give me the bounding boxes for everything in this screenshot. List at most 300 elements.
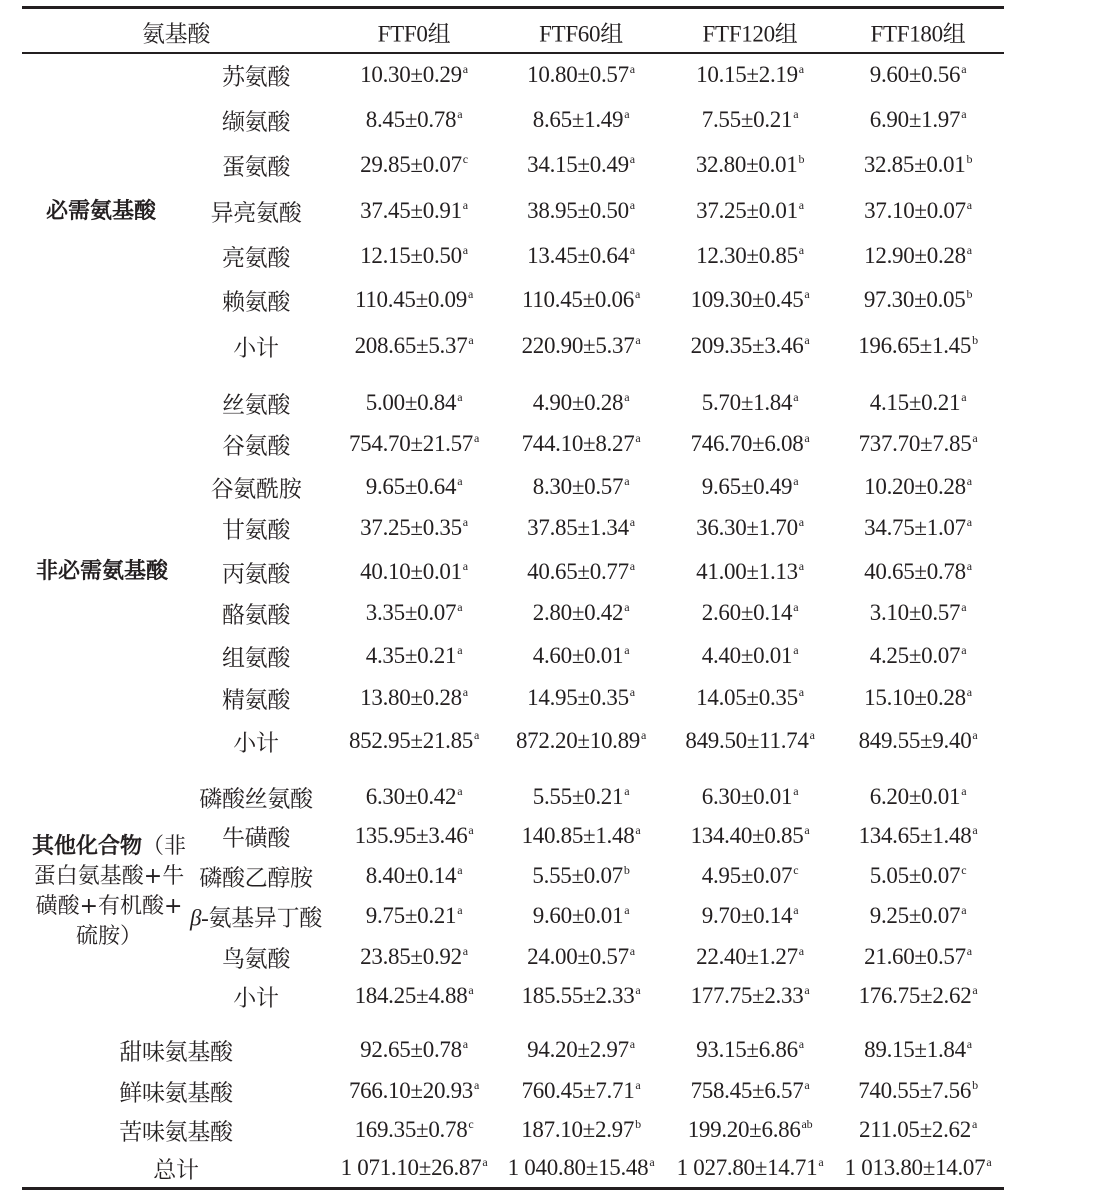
significance-letter: a	[457, 390, 463, 404]
table-cell	[696, 152, 804, 178]
cell-value: 9.60±0.56	[869, 62, 961, 87]
table-cell	[527, 198, 635, 224]
table-cell	[360, 944, 468, 970]
cell-value: 10.15±2.19	[696, 62, 798, 87]
significance-letter: a	[635, 431, 641, 445]
table-cell	[360, 243, 468, 269]
cell-value: 13.80±0.28	[360, 685, 462, 710]
significance-letter: a	[798, 515, 804, 529]
significance-letter: a	[634, 287, 641, 301]
table-cell	[696, 198, 804, 224]
significance-letter: b	[635, 1117, 641, 1131]
table-cell	[864, 1037, 972, 1063]
cell-value: 6.20±0.01	[869, 784, 961, 809]
table-cell	[702, 474, 798, 500]
table-cell	[527, 62, 635, 88]
cell-value: 1 027.80±14.71	[676, 1155, 818, 1180]
table-cell	[859, 1117, 977, 1143]
significance-letter: a	[467, 287, 474, 301]
significance-letter: a	[457, 643, 463, 657]
table-cell	[355, 287, 473, 313]
significance-letter: a	[468, 983, 474, 997]
significance-letter: a	[649, 1155, 655, 1169]
cell-value: 1 071.10±26.87	[340, 1155, 482, 1180]
cell-value: 40.65±0.78	[864, 559, 966, 584]
table-cell	[702, 863, 798, 889]
cell-value: 97.30±0.05	[863, 287, 966, 312]
table-cell	[696, 243, 804, 269]
row-label-text: 苏氨酸	[221, 64, 291, 90]
row-label-text: 蛋氨酸	[221, 154, 291, 180]
table-cell	[366, 863, 462, 889]
header-amino-acid: 氨基酸	[141, 21, 211, 47]
significance-letter: a	[804, 823, 810, 837]
table-cell	[696, 685, 804, 711]
significance-letter: a	[961, 784, 967, 798]
row-label	[119, 1114, 233, 1147]
cell-value: 40.10±0.01	[360, 559, 462, 584]
significance-letter: a	[641, 728, 647, 742]
row-label-text: 小计	[233, 335, 279, 361]
cell-value: 3.10±0.57	[869, 600, 961, 625]
cell-value: 849.55±9.40	[858, 728, 972, 753]
significance-letter: a	[793, 390, 799, 404]
cell-value: 40.65±0.77	[527, 559, 629, 584]
cell-value: 37.25±0.35	[360, 515, 462, 540]
row-label-text: 小计	[233, 730, 279, 756]
table-cell	[691, 823, 810, 849]
cell-value: 8.40±0.14	[365, 863, 457, 888]
cell-value: 1 040.80±15.48	[507, 1155, 649, 1180]
table-cell	[696, 515, 804, 541]
row-label	[222, 640, 290, 673]
significance-letter: a	[961, 600, 967, 614]
significance-letter: a	[972, 431, 978, 445]
significance-letter: a	[624, 107, 630, 121]
significance-letter: a	[468, 823, 474, 837]
row-label	[199, 781, 313, 814]
table-cell	[532, 863, 629, 889]
significance-letter: a	[798, 243, 804, 257]
table-cell	[521, 1117, 641, 1143]
table-cell	[677, 1155, 824, 1181]
significance-letter: c	[462, 152, 468, 166]
table-cell	[864, 243, 972, 269]
cell-value: 89.15±1.84	[864, 1037, 966, 1062]
significance-letter: a	[629, 1037, 635, 1051]
cell-value: 8.65±1.49	[532, 107, 624, 132]
table-cell	[366, 600, 462, 626]
row-label	[222, 512, 290, 545]
cell-value: 5.55±0.21	[532, 784, 624, 809]
row-label-text: 酪氨酸	[221, 602, 291, 628]
significance-letter: a	[474, 1078, 480, 1092]
table-cell	[533, 784, 629, 810]
table-cell	[355, 983, 474, 1009]
cell-value: 196.65±1.45	[858, 333, 972, 358]
significance-letter: a	[966, 559, 972, 573]
cell-value: 6.30±0.42	[365, 784, 457, 809]
significance-letter: a	[804, 287, 810, 301]
table-cell	[360, 152, 468, 178]
significance-letter: c	[468, 1117, 474, 1131]
significance-letter: a	[629, 559, 635, 573]
table-cell	[360, 198, 468, 224]
row-label	[222, 284, 290, 317]
significance-letter: a	[462, 243, 468, 257]
row-label-text: 总计	[153, 1157, 199, 1183]
significance-letter: a	[966, 944, 972, 958]
table-cell	[691, 431, 810, 457]
cell-value: 134.65±1.48	[858, 823, 972, 848]
row-label	[222, 820, 290, 853]
row-label-text: 亮氨酸	[221, 245, 291, 271]
significance-letter: b	[972, 333, 978, 347]
significance-letter: a	[629, 243, 635, 257]
category-other-note-line-2: 磺酸+有机酸+	[35, 894, 183, 919]
cell-value: 14.95±0.35	[527, 685, 629, 710]
table-cell	[366, 903, 462, 929]
category-other-note-open: （非	[142, 834, 187, 859]
significance-letter: a	[798, 685, 804, 699]
table-cell	[688, 1117, 813, 1143]
table-cell	[349, 431, 479, 457]
significance-letter: a	[793, 903, 799, 917]
table-cell	[360, 515, 468, 541]
significance-letter: a	[624, 903, 630, 917]
table-cell	[870, 62, 966, 88]
cell-value: 22.40±1.27	[696, 944, 798, 969]
cell-value: 140.85±1.48	[521, 823, 635, 848]
row-label	[119, 1075, 233, 1108]
row-label	[119, 1034, 233, 1067]
row-label-greek: β	[189, 905, 202, 931]
significance-letter: a	[462, 944, 468, 958]
table-cell	[366, 107, 462, 133]
cell-value: 92.65±0.78	[360, 1037, 462, 1062]
header-group-ftf180: FTF180组	[870, 21, 966, 47]
cell-value: 852.95±21.85	[348, 728, 473, 753]
row-label-text: 赖氨酸	[221, 289, 291, 315]
cell-value: 758.45±6.57	[690, 1078, 804, 1103]
row-label	[222, 240, 290, 273]
significance-letter: a	[624, 784, 630, 798]
table-cell	[870, 107, 966, 133]
table-cell	[864, 474, 972, 500]
significance-letter: a	[457, 107, 463, 121]
row-label-text: 异亮氨酸	[210, 200, 302, 226]
cell-value: 21.60±0.57	[864, 944, 966, 969]
cell-value: 9.65±0.49	[701, 474, 793, 499]
cell-value: 208.65±5.37	[354, 333, 468, 358]
table-cell	[360, 559, 468, 585]
row-label	[222, 428, 290, 461]
significance-letter: a	[793, 643, 799, 657]
table-cell	[702, 390, 798, 416]
table-cell	[360, 62, 468, 88]
significance-letter: a	[624, 643, 630, 657]
row-label	[222, 387, 290, 420]
significance-letter: b	[623, 863, 630, 877]
row-label	[222, 104, 290, 137]
significance-letter: a	[986, 1155, 992, 1169]
significance-letter: a	[457, 863, 463, 877]
significance-letter: a	[804, 983, 810, 997]
significance-letter: a	[961, 107, 967, 121]
category-nonessential: 非必需氨基酸	[36, 559, 169, 584]
row-label-text: 精氨酸	[221, 687, 291, 713]
cell-value: 4.25±0.07	[869, 643, 961, 668]
cell-value: 10.30±0.29	[360, 62, 462, 87]
significance-letter: a	[624, 600, 630, 614]
cell-value: 8.45±0.78	[365, 107, 457, 132]
cell-value: 10.20±0.28	[864, 474, 966, 499]
cell-value: 1 013.80±14.07	[844, 1155, 986, 1180]
table-cell	[527, 944, 635, 970]
table-cell	[508, 1155, 655, 1181]
table-cell	[522, 823, 641, 849]
row-label-text: 鸟氨酸	[221, 946, 291, 972]
cell-value: 6.90±1.97	[869, 107, 961, 132]
significance-letter: a	[972, 823, 978, 837]
cell-value: 849.50±11.74	[685, 728, 809, 753]
cell-value: 211.05±2.62	[858, 1117, 971, 1142]
significance-letter: a	[798, 559, 804, 573]
table-cell	[696, 944, 804, 970]
cell-value: 135.95±3.46	[354, 823, 468, 848]
cell-value: 746.70±6.08	[690, 431, 804, 456]
row-label	[199, 860, 313, 893]
table-cell	[533, 903, 629, 929]
significance-letter: a	[629, 944, 635, 958]
table-cell	[366, 784, 462, 810]
significance-letter: a	[629, 685, 635, 699]
cell-value: 23.85±0.92	[360, 944, 462, 969]
table-cell	[870, 863, 966, 889]
cell-value: 134.40±0.85	[690, 823, 804, 848]
row-label	[211, 195, 302, 228]
top-rule	[22, 6, 1004, 9]
significance-letter: a	[798, 62, 804, 76]
category-other-title: 其他化合物	[31, 834, 142, 859]
cell-value: 176.75±2.62	[858, 983, 972, 1008]
significance-letter: a	[961, 903, 967, 917]
row-label-text: 丝氨酸	[221, 392, 291, 418]
significance-letter: a	[462, 685, 468, 699]
significance-letter: a	[457, 784, 463, 798]
significance-letter: b	[966, 287, 973, 301]
row-label	[190, 900, 322, 933]
row-label	[222, 597, 290, 630]
table-cell	[696, 1037, 804, 1063]
significance-letter: a	[972, 728, 978, 742]
row-label	[222, 682, 290, 715]
header-group-ftf60: FTF60组	[539, 21, 623, 47]
cell-value: 12.90±0.28	[864, 243, 966, 268]
table-cell	[845, 1155, 992, 1181]
cell-value: 3.35±0.07	[365, 600, 457, 625]
table-cell	[864, 152, 972, 178]
table-cell	[366, 643, 462, 669]
cell-value: 109.30±0.45	[690, 287, 804, 312]
significance-letter: a	[624, 474, 630, 488]
table-cell	[859, 983, 978, 1009]
row-label	[233, 725, 278, 758]
table-cell	[864, 515, 972, 541]
significance-letter: a	[966, 474, 972, 488]
cell-value: 9.70±0.14	[701, 903, 793, 928]
cell-value: 872.20±10.89	[515, 728, 640, 753]
significance-letter: a	[966, 243, 972, 257]
table-cell	[870, 784, 966, 810]
row-label	[222, 59, 290, 92]
table-cell	[702, 107, 798, 133]
cell-value: 766.10±20.93	[348, 1078, 473, 1103]
cell-value: 37.85±1.34	[527, 515, 629, 540]
header-group-ftf120: FTF120组	[702, 21, 798, 47]
row-label-text: 苦味氨基酸	[119, 1119, 233, 1145]
table-cell	[360, 685, 468, 711]
cell-value: 187.10±2.97	[521, 1117, 635, 1142]
cell-value: 744.10±8.27	[521, 431, 635, 456]
cell-value: 5.70±1.84	[701, 390, 793, 415]
significance-letter: a	[793, 474, 799, 488]
table-cell	[864, 685, 972, 711]
table-cell	[858, 1078, 978, 1104]
cell-value: 4.40±0.01	[701, 643, 793, 668]
cell-value: 9.25±0.07	[869, 903, 961, 928]
table-cell	[691, 1078, 810, 1104]
row-label-text: 磷酸丝氨酸	[199, 786, 313, 812]
table-cell	[696, 559, 804, 585]
table-cell	[864, 944, 972, 970]
category-other-note-line-1: 蛋白氨基酸+牛	[33, 864, 185, 889]
table-cell	[355, 1117, 474, 1143]
cell-value: 199.20±6.86	[687, 1117, 801, 1142]
cell-value: 4.15±0.21	[869, 390, 961, 415]
significance-letter: a	[798, 198, 804, 212]
significance-letter: a	[629, 152, 635, 166]
cell-value: 4.60±0.01	[532, 643, 624, 668]
category-essential: 必需氨基酸	[46, 199, 157, 224]
cell-value: 184.25±4.88	[354, 983, 468, 1008]
cell-value: 41.00±1.13	[696, 559, 798, 584]
significance-letter: a	[804, 333, 810, 347]
cell-value: 15.10±0.28	[864, 685, 966, 710]
significance-letter: a	[961, 390, 967, 404]
table-cell	[355, 333, 474, 359]
significance-letter: a	[804, 431, 810, 445]
table-cell	[870, 600, 966, 626]
cell-value: 9.75±0.21	[365, 903, 457, 928]
significance-letter: a	[966, 685, 972, 699]
table-cell	[522, 983, 641, 1009]
table-cell	[355, 823, 474, 849]
significance-letter: a	[635, 333, 641, 347]
significance-letter: a	[804, 1078, 810, 1092]
table-cell	[691, 333, 810, 359]
cell-value: 5.00±0.84	[365, 390, 457, 415]
significance-letter: a	[474, 728, 480, 742]
cell-value: 34.15±0.49	[527, 152, 629, 177]
significance-letter: a	[793, 600, 799, 614]
cell-value: 9.65±0.64	[365, 474, 457, 499]
table-cell	[685, 728, 814, 754]
significance-letter: b	[972, 1078, 978, 1092]
significance-letter: a	[798, 1037, 804, 1051]
significance-letter: a	[971, 1117, 978, 1131]
row-label-text: 缬氨酸	[221, 109, 291, 135]
table-cell	[702, 643, 798, 669]
cell-value: 29.85±0.07	[360, 152, 462, 177]
table-cell	[527, 1037, 635, 1063]
cell-value: 754.70±21.57	[348, 431, 473, 456]
significance-letter: a	[966, 515, 972, 529]
table-cell	[516, 728, 646, 754]
significance-letter: a	[482, 1155, 488, 1169]
significance-letter: a	[635, 1078, 641, 1092]
row-label-text: 牛磺酸	[221, 825, 291, 851]
cell-value: 34.75±1.07	[864, 515, 966, 540]
cell-value: 24.00±0.57	[527, 944, 629, 969]
significance-letter: a	[818, 1155, 824, 1169]
cell-value: 5.55±0.07	[532, 863, 623, 888]
cell-value: 209.35±3.46	[690, 333, 804, 358]
table-cell	[522, 431, 641, 457]
significance-letter: c	[961, 863, 967, 877]
significance-letter: a	[462, 1037, 468, 1051]
row-label-text: 小计	[233, 985, 279, 1011]
significance-letter: a	[972, 983, 978, 997]
cell-value: 36.30±1.70	[696, 515, 798, 540]
cell-value: 110.45±0.09	[354, 287, 467, 312]
significance-letter: a	[462, 198, 468, 212]
significance-letter: a	[624, 390, 630, 404]
table-cell	[691, 287, 810, 313]
cell-value: 8.30±0.57	[532, 474, 624, 499]
table-cell	[870, 390, 966, 416]
cell-value: 93.15±6.86	[696, 1037, 798, 1062]
table-cell	[341, 1155, 488, 1181]
table-cell	[366, 390, 462, 416]
significance-letter: a	[462, 559, 468, 573]
cell-value: 32.85±0.01	[863, 152, 966, 177]
cell-value: 2.80±0.42	[532, 600, 624, 625]
table-cell	[858, 333, 978, 359]
significance-letter: ab	[801, 1117, 813, 1131]
cell-value: 760.45±7.71	[521, 1078, 635, 1103]
significance-letter: a	[462, 515, 468, 529]
row-label	[233, 980, 278, 1013]
significance-letter: a	[793, 107, 799, 121]
cell-value: 5.05±0.07	[869, 863, 961, 888]
header-rule	[22, 52, 1004, 54]
row-label	[211, 471, 302, 504]
table-cell	[533, 474, 629, 500]
table-cell	[527, 685, 635, 711]
row-label-text: 谷氨酸	[221, 433, 291, 459]
cell-value: 37.25±0.01	[696, 198, 798, 223]
table-cell	[522, 1078, 641, 1104]
cell-value: 10.80±0.57	[527, 62, 629, 87]
significance-letter: a	[793, 784, 799, 798]
table-cell	[870, 643, 966, 669]
significance-letter: a	[474, 431, 480, 445]
row-label-text: 谷氨酰胺	[210, 476, 302, 502]
significance-letter: b	[966, 152, 973, 166]
row-label	[222, 149, 290, 182]
cell-value: 6.30±0.01	[701, 784, 793, 809]
